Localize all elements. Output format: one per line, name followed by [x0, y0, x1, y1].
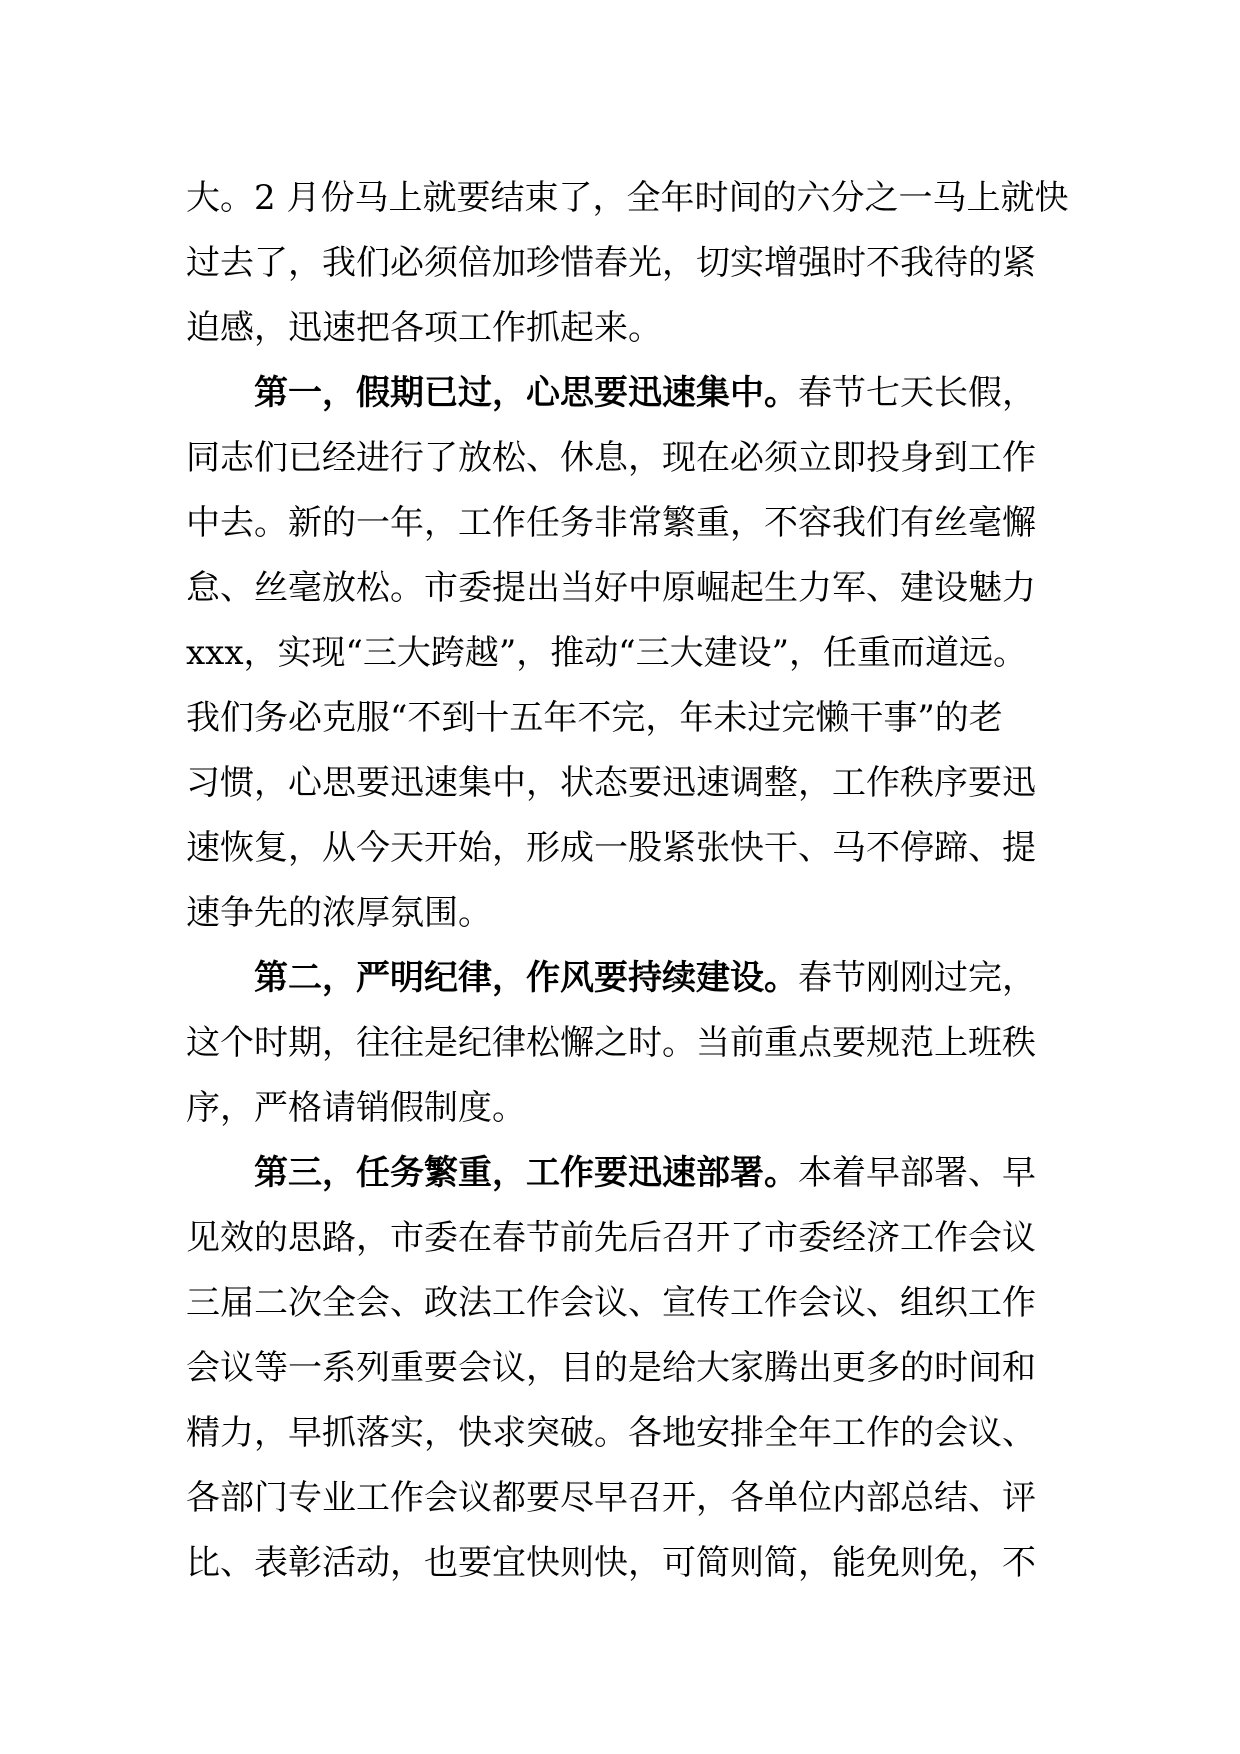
section-heading: 第二，严明纪律，作风要持续建设。 — [254, 958, 798, 998]
paragraph-section-2 — [186, 946, 1076, 1141]
text-line: 过去了，我们必须倍加珍惜春光，切实增强时不我待的紧 — [186, 243, 1036, 283]
paragraph-section-1 — [186, 361, 1076, 946]
paragraph-first-line — [186, 1141, 1076, 1206]
text-line: 三届二次全会、政法工作会议、宣传工作会议、组织工作 — [186, 1283, 1036, 1323]
text-line: 这个时期，往往是纪律松懈之时。当前重点要规范上班秩 — [186, 1023, 1036, 1063]
text-line: 见效的思路，市委在春节前先后召开了市委经济工作会议 — [186, 1218, 1036, 1258]
text-line: 我们务必克服“不到十五年不完，年未过完懒干事”的老 — [186, 698, 1003, 738]
paragraph-intro — [186, 166, 1076, 361]
text-line: 习惯，心思要迅速集中，状态要迅速调整，工作秩序要迅 — [186, 763, 1036, 803]
paragraph-first-line — [186, 361, 1076, 426]
text-line: 精力，早抓落实，快求突破。各地安排全年工作的会议、 — [186, 1413, 1036, 1453]
paragraph-section-3 — [186, 1141, 1076, 1596]
text-line: 速恢复，从今天开始，形成一股紧张快干、马不停蹄、提 — [186, 828, 1036, 868]
text-line: 速争先的浓厚氛围。 — [186, 893, 492, 933]
text-run: 春节刚刚过完， — [798, 958, 1036, 998]
section-heading: 第三，任务繁重，工作要迅速部署。 — [254, 1153, 798, 1193]
text-line: 序，严格请销假制度。 — [186, 1088, 526, 1128]
text-line: xxx，实现“三大跨越”，推动“三大建设”，任重而道远。 — [186, 633, 1028, 673]
text-run: 本着早部署、早 — [798, 1153, 1036, 1193]
section-heading: 第一，假期已过，心思要迅速集中。 — [254, 373, 798, 413]
text-line: 中去。新的一年，工作任务非常繁重，不容我们有丝毫懈 — [186, 503, 1036, 543]
text-run: 春节七天长假， — [798, 373, 1036, 413]
body-text — [186, 166, 1076, 1596]
text-line: 比、表彰活动，也要宜快则快，可简则简，能免则免，不 — [186, 1543, 1036, 1583]
paragraph-first-line — [186, 946, 1076, 1011]
text-line: 同志们已经进行了放松、休息，现在必须立即投身到工作 — [186, 438, 1036, 478]
text-line: 大。2 月份马上就要结束了，全年时间的六分之一马上就快 — [186, 178, 1069, 218]
text-line: 迫感，迅速把各项工作抓起来。 — [186, 308, 662, 348]
text-line: 怠、丝毫放松。市委提出当好中原崛起生力军、建设魅力 — [186, 568, 1036, 608]
text-line: 会议等一系列重要会议，目的是给大家腾出更多的时间和 — [186, 1348, 1036, 1388]
text-line: 各部门专业工作会议都要尽早召开，各单位内部总结、评 — [186, 1478, 1036, 1518]
